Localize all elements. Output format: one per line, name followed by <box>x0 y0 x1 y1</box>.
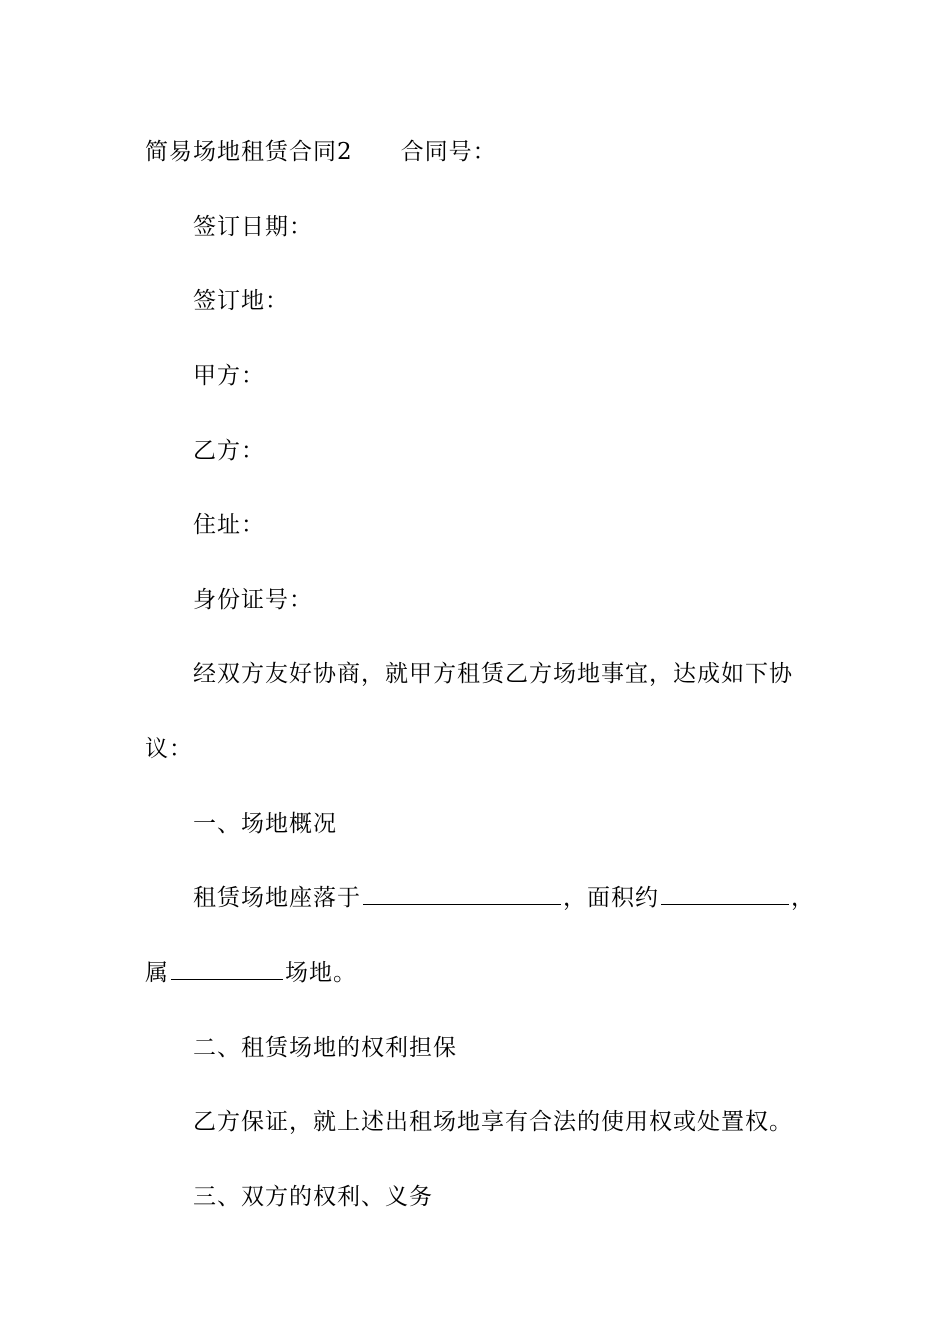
section1-area-label: ，面积约 <box>563 885 659 911</box>
section1-location-label: 租赁场地座落于 <box>193 885 361 911</box>
sign-date-field: 签订日期： <box>193 214 313 240</box>
section1-text-line2 <box>145 958 357 988</box>
site-type-blank <box>171 959 283 980</box>
section3-heading: 三、双方的权利、义务 <box>193 1184 433 1210</box>
location-blank <box>363 884 561 905</box>
id-number-field: 身份证号： <box>193 587 313 613</box>
section1-belongs-label: 属 <box>145 960 169 986</box>
address-field: 住址： <box>193 512 265 538</box>
area-blank <box>661 884 789 905</box>
section1-heading: 一、场地概况 <box>193 811 337 837</box>
intro-paragraph-line2: 议： <box>145 736 193 762</box>
section1-site-label: 场地。 <box>285 960 357 986</box>
sign-place-field: 签订地： <box>193 288 289 314</box>
intro-paragraph-line1: 经双方友好协商，就甲方租赁乙方场地事宜，达成如下协 <box>193 661 793 687</box>
section2-heading: 二、租赁场地的权利担保 <box>193 1035 457 1061</box>
party-a-field: 甲方： <box>193 363 265 389</box>
title-line <box>145 137 497 167</box>
document-title: 简易场地租赁合同2 <box>145 139 353 165</box>
section2-text: 乙方保证，就上述出租场地享有合法的使用权或处置权。 <box>193 1109 793 1135</box>
section1-comma: ， <box>791 885 815 911</box>
section1-text-line1 <box>193 883 815 913</box>
party-b-field: 乙方： <box>193 438 265 464</box>
contract-number-label: 合同号： <box>400 139 497 165</box>
